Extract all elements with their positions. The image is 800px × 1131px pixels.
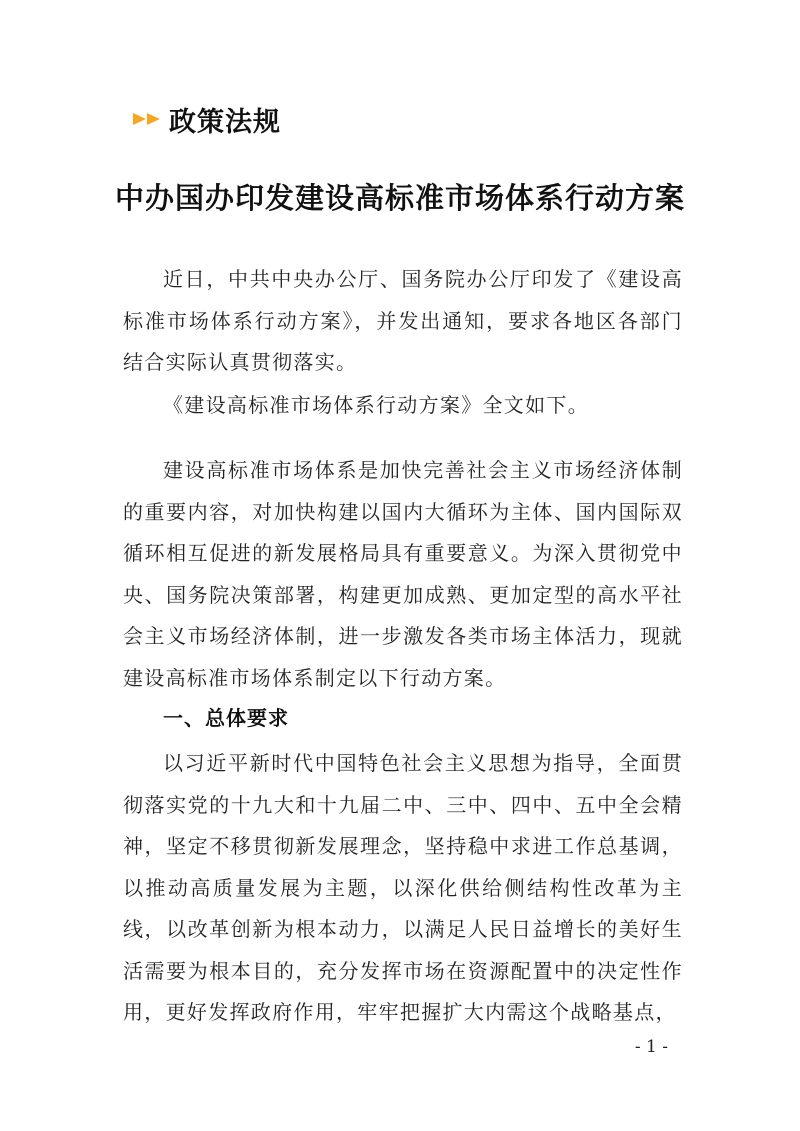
page-number: - 1 - — [634, 1037, 668, 1057]
double-arrow-icon — [133, 111, 163, 127]
fulltext-note-text: 《建设高标准市场体系行动方案》全文如下。 — [163, 393, 589, 417]
document-title: 中办国办印发建设高标准市场体系行动方案 — [114, 181, 685, 215]
body-paragraph-2-text: 以习近平新时代中国特色社会主义思想为指导，全面贯彻落实党的十九大和十九届二中、三中、四中、五中全会精神，坚定不移贯彻新发展理念，坚持稳中求进工作总基调，以推动高质量发展为主题，以深化供给侧结构性改革为主线，以改革创新为根本动力，以满足人民日益增长的美好生活需要为根本目的，充分发挥市场在资源配置中的决定性作用，更好发挥政府作用，牢牢把握扩大内需这个战略基点， — [123, 751, 683, 1024]
section-title: 政策法规 — [169, 106, 281, 138]
body-paragraph-1-text: 建设高标准市场体系是加快完善社会主义市场经济体制的重要内容，对加快构建以国内大循环为主体、国内国际双循环相互促进的新发展格局具有重要意义。为深入贯彻党中央、国务院决策部署，构建更加成熟、更加定型的高水平社会主义市场经济体制，进一步激发各类市场主体活力，现就建设高标准市场体系制定以下行动方案。 — [123, 458, 683, 690]
body-paragraph-2 — [123, 743, 683, 1034]
intro-text: 近日，中共中央办公厅、国务院办公厅印发了《建设高标准市场体系行动方案》，并发出通知，要求各地区各部门结合实际认真贯彻落实。 — [123, 267, 683, 374]
intro-paragraph — [123, 259, 683, 384]
section-header — [133, 99, 281, 139]
body-paragraph-1 — [123, 450, 683, 699]
fulltext-note — [123, 385, 683, 427]
section-heading-general-requirements: 一、总体要求 — [163, 706, 289, 730]
